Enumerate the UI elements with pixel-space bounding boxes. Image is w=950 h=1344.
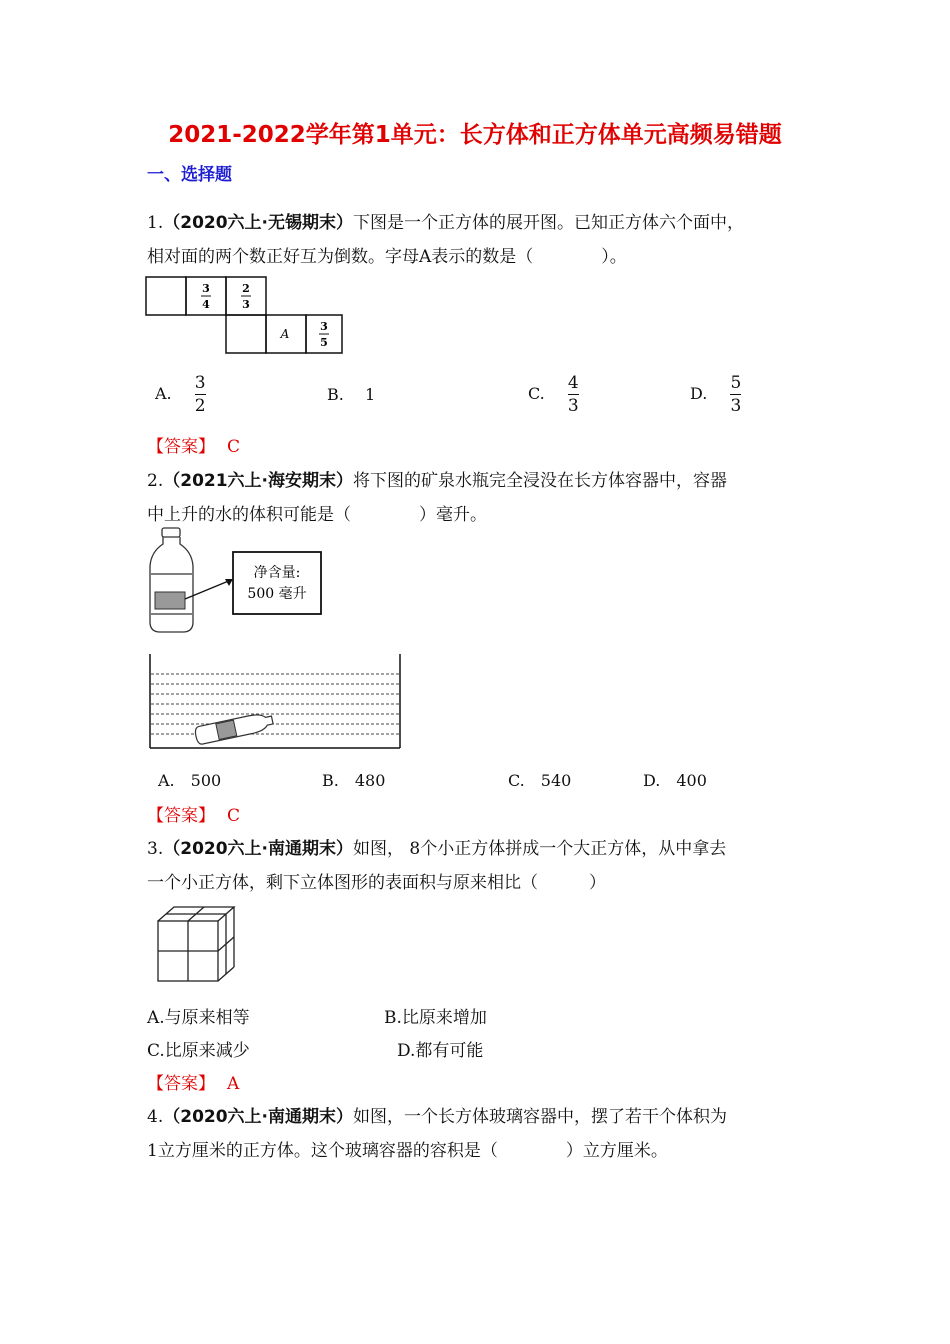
net-face-num-1: 3 <box>202 282 210 295</box>
q1-number: 1. <box>147 213 164 233</box>
q4-source: （2020六上·南通期末） <box>163 1107 354 1127</box>
q3-line2: 一个小正方体，剩下立体图形的表面积与原来相比（ ） <box>147 873 606 893</box>
q3-option-a[interactable]: A.与原来相等 <box>147 1008 250 1028</box>
q1-answer: 【答案】 C <box>147 437 241 457</box>
q2-answer: 【答案】 C <box>147 806 241 826</box>
section-heading: 一、选择题 <box>147 165 232 185</box>
q2-line2: 中上升的水的体积可能是（ ）毫升。 <box>147 505 487 525</box>
label-net-content: 净含量: <box>253 565 301 581</box>
q1-line1 <box>147 208 744 233</box>
q3-option-c[interactable]: C.比原来减少 <box>147 1041 250 1061</box>
net-face-num-2: 2 <box>242 282 250 295</box>
q3-line1: 3.（2020六上·南通期末）如图， 8个小正方体拼成一个大正方体，从中拿去 <box>147 839 727 859</box>
q3-option-d[interactable]: D.都有可能 <box>397 1041 484 1061</box>
container-figure <box>145 652 405 752</box>
q2-option-b[interactable]: B. 480 <box>322 771 386 790</box>
net-face-den-3: 5 <box>320 336 328 349</box>
net-face-den-2: 3 <box>242 298 250 311</box>
q1-line2: 相对面的两个数正好互为倒数。字母A表示的数是（ ）。 <box>147 247 627 267</box>
q1-option-d[interactable]: D. $\frac{5}{3}$ <box>690 373 742 416</box>
q3-source: （2020六上·南通期末） <box>163 839 354 859</box>
water-bottle-figure <box>145 526 335 638</box>
q1-text1: 下图是一个正方体的展开图。已知正方体六个面中， <box>353 213 745 233</box>
q1-option-a[interactable]: A. $\frac{3}{2}$ <box>155 373 206 416</box>
q1-option-a-fraction: $\frac{3}{2}$ <box>194 373 206 416</box>
label-volume: 500 毫升 <box>247 586 307 602</box>
q2-option-a[interactable]: A. 500 <box>158 771 222 790</box>
q1-source: （2020六上·无锡期末） <box>163 213 354 233</box>
q2-line1: 2.（2021六上·海安期末）将下图的矿泉水瓶完全浸没在长方体容器中，容器 <box>147 471 728 491</box>
net-face-den-1: 4 <box>202 298 210 311</box>
q1-option-b[interactable]: B. 1 <box>327 385 376 404</box>
q1-option-c-fraction: $\frac{4}{3}$ <box>567 373 579 416</box>
net-face-num-3: 3 <box>320 320 328 333</box>
q2-option-d[interactable]: D. 400 <box>643 771 707 790</box>
q1-option-d-fraction: $\frac{5}{3}$ <box>730 373 742 416</box>
cube-figure <box>155 905 237 985</box>
page-title: 2021-2022学年第1单元：长方体和正方体单元高频易错题 <box>168 122 782 148</box>
net-face-letter: A <box>280 327 290 341</box>
q1-option-c[interactable]: C. $\frac{4}{3}$ <box>528 373 579 416</box>
cube-net-figure <box>145 276 345 358</box>
q4-line2: 1立方厘米的正方体。这个玻璃容器的容积是（ ）立方厘米。 <box>147 1141 668 1161</box>
q3-option-b[interactable]: B.比原来增加 <box>384 1008 487 1028</box>
q2-option-c[interactable]: C. 540 <box>508 771 572 790</box>
q3-answer: 【答案】 A <box>147 1074 240 1094</box>
q2-source: （2021六上·海安期末） <box>163 471 354 491</box>
q4-line1: 4.（2020六上·南通期末）如图，一个长方体玻璃容器中，摆了若干个体积为 <box>147 1107 728 1127</box>
